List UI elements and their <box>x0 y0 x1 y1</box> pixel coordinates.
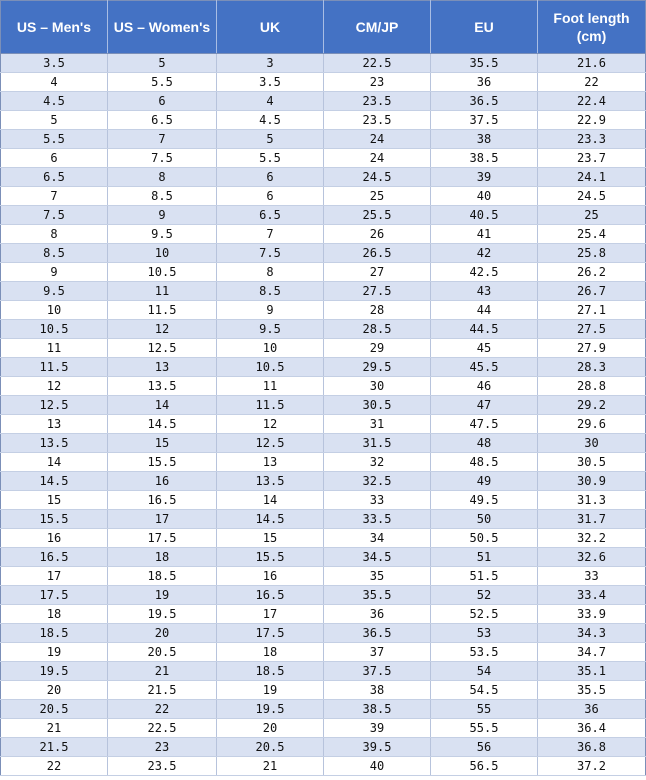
table-row <box>1 282 646 301</box>
cell-foot-length: 24.5 <box>538 187 646 206</box>
cell-eu: 48 <box>431 434 538 453</box>
cell-cm-jp: 39 <box>324 719 431 738</box>
cell-eu: 51 <box>431 548 538 567</box>
cell-us-men: 6 <box>1 149 108 168</box>
table-row <box>1 586 646 605</box>
cell-cm-jp: 38.5 <box>324 700 431 719</box>
cell-foot-length: 25.4 <box>538 225 646 244</box>
cell-us-men: 7 <box>1 187 108 206</box>
cell-uk: 13 <box>217 453 324 472</box>
cell-us-women: 13 <box>108 358 217 377</box>
cell-us-men: 22 <box>1 757 108 776</box>
cell-eu: 50.5 <box>431 529 538 548</box>
cell-cm-jp: 32.5 <box>324 472 431 491</box>
cell-cm-jp: 34 <box>324 529 431 548</box>
table-row <box>1 168 646 187</box>
header-foot-length: Foot length (cm) <box>538 1 646 54</box>
cell-foot-length: 22 <box>538 73 646 92</box>
cell-us-women: 19.5 <box>108 605 217 624</box>
cell-uk: 8.5 <box>217 282 324 301</box>
cell-us-men: 7.5 <box>1 206 108 225</box>
cell-foot-length: 24.1 <box>538 168 646 187</box>
cell-cm-jp: 30 <box>324 377 431 396</box>
cell-us-men: 6.5 <box>1 168 108 187</box>
table-row <box>1 301 646 320</box>
cell-us-women: 5 <box>108 54 217 73</box>
table-row <box>1 149 646 168</box>
cell-eu: 40 <box>431 187 538 206</box>
cell-uk: 9.5 <box>217 320 324 339</box>
cell-uk: 11.5 <box>217 396 324 415</box>
cell-foot-length: 36.4 <box>538 719 646 738</box>
cell-uk: 6 <box>217 168 324 187</box>
cell-uk: 16.5 <box>217 586 324 605</box>
cell-us-men: 18.5 <box>1 624 108 643</box>
cell-cm-jp: 34.5 <box>324 548 431 567</box>
cell-uk: 7.5 <box>217 244 324 263</box>
cell-foot-length: 30 <box>538 434 646 453</box>
cell-cm-jp: 35.5 <box>324 586 431 605</box>
cell-uk: 10 <box>217 339 324 358</box>
table-row <box>1 738 646 757</box>
cell-cm-jp: 37.5 <box>324 662 431 681</box>
cell-eu: 42.5 <box>431 263 538 282</box>
cell-us-women: 21 <box>108 662 217 681</box>
cell-us-women: 9.5 <box>108 225 217 244</box>
cell-uk: 16 <box>217 567 324 586</box>
header-us-men: US – Men's <box>1 1 108 54</box>
cell-us-men: 4 <box>1 73 108 92</box>
cell-foot-length: 33 <box>538 567 646 586</box>
cell-us-men: 21 <box>1 719 108 738</box>
cell-us-men: 12.5 <box>1 396 108 415</box>
cell-uk: 15 <box>217 529 324 548</box>
table-row <box>1 225 646 244</box>
cell-uk: 7 <box>217 225 324 244</box>
cell-us-men: 20.5 <box>1 700 108 719</box>
header-us-women: US – Women's <box>108 1 217 54</box>
cell-uk: 17.5 <box>217 624 324 643</box>
cell-uk: 20 <box>217 719 324 738</box>
cell-cm-jp: 24 <box>324 130 431 149</box>
cell-foot-length: 28.8 <box>538 377 646 396</box>
cell-us-men: 3.5 <box>1 54 108 73</box>
cell-us-men: 12 <box>1 377 108 396</box>
cell-uk: 17 <box>217 605 324 624</box>
cell-cm-jp: 37 <box>324 643 431 662</box>
table-row <box>1 244 646 263</box>
cell-foot-length: 35.5 <box>538 681 646 700</box>
cell-uk: 4 <box>217 92 324 111</box>
cell-us-men: 10.5 <box>1 320 108 339</box>
cell-cm-jp: 36.5 <box>324 624 431 643</box>
cell-foot-length: 29.2 <box>538 396 646 415</box>
table-row <box>1 624 646 643</box>
cell-foot-length: 30.5 <box>538 453 646 472</box>
cell-uk: 9 <box>217 301 324 320</box>
cell-uk: 11 <box>217 377 324 396</box>
cell-us-women: 12.5 <box>108 339 217 358</box>
cell-us-men: 19.5 <box>1 662 108 681</box>
cell-uk: 6.5 <box>217 206 324 225</box>
cell-foot-length: 22.4 <box>538 92 646 111</box>
cell-us-women: 5.5 <box>108 73 217 92</box>
cell-us-women: 12 <box>108 320 217 339</box>
table-body <box>1 54 646 776</box>
cell-us-men: 15.5 <box>1 510 108 529</box>
cell-foot-length: 28.3 <box>538 358 646 377</box>
cell-us-women: 15 <box>108 434 217 453</box>
cell-us-men: 13 <box>1 415 108 434</box>
table-row <box>1 453 646 472</box>
cell-uk: 6 <box>217 187 324 206</box>
cell-uk: 3 <box>217 54 324 73</box>
cell-cm-jp: 36 <box>324 605 431 624</box>
cell-us-women: 17.5 <box>108 529 217 548</box>
cell-uk: 8 <box>217 263 324 282</box>
cell-us-women: 6.5 <box>108 111 217 130</box>
cell-us-women: 10 <box>108 244 217 263</box>
cell-eu: 35.5 <box>431 54 538 73</box>
cell-cm-jp: 25.5 <box>324 206 431 225</box>
cell-foot-length: 27.9 <box>538 339 646 358</box>
cell-us-men: 9.5 <box>1 282 108 301</box>
cell-uk: 15.5 <box>217 548 324 567</box>
cell-eu: 36 <box>431 73 538 92</box>
cell-us-men: 16.5 <box>1 548 108 567</box>
cell-cm-jp: 22.5 <box>324 54 431 73</box>
cell-us-women: 6 <box>108 92 217 111</box>
cell-us-women: 16 <box>108 472 217 491</box>
cell-uk: 4.5 <box>217 111 324 130</box>
cell-cm-jp: 28.5 <box>324 320 431 339</box>
cell-us-women: 14.5 <box>108 415 217 434</box>
cell-eu: 54 <box>431 662 538 681</box>
cell-eu: 52 <box>431 586 538 605</box>
cell-us-men: 5.5 <box>1 130 108 149</box>
cell-foot-length: 34.3 <box>538 624 646 643</box>
cell-us-women: 17 <box>108 510 217 529</box>
cell-uk: 20.5 <box>217 738 324 757</box>
cell-us-women: 20.5 <box>108 643 217 662</box>
cell-us-women: 18 <box>108 548 217 567</box>
cell-us-women: 8.5 <box>108 187 217 206</box>
cell-cm-jp: 25 <box>324 187 431 206</box>
cell-us-women: 23.5 <box>108 757 217 776</box>
table-row <box>1 396 646 415</box>
cell-cm-jp: 30.5 <box>324 396 431 415</box>
cell-foot-length: 29.6 <box>538 415 646 434</box>
cell-us-women: 22 <box>108 700 217 719</box>
cell-us-men: 18 <box>1 605 108 624</box>
cell-foot-length: 33.4 <box>538 586 646 605</box>
cell-eu: 47 <box>431 396 538 415</box>
cell-cm-jp: 29 <box>324 339 431 358</box>
cell-us-men: 11 <box>1 339 108 358</box>
cell-eu: 52.5 <box>431 605 538 624</box>
cell-foot-length: 36.8 <box>538 738 646 757</box>
cell-us-men: 11.5 <box>1 358 108 377</box>
table-row <box>1 472 646 491</box>
header-row <box>1 1 646 54</box>
cell-foot-length: 25.8 <box>538 244 646 263</box>
cell-eu: 53 <box>431 624 538 643</box>
table-row <box>1 358 646 377</box>
table-row <box>1 529 646 548</box>
table-row <box>1 111 646 130</box>
table-header <box>1 1 646 54</box>
cell-us-men: 5 <box>1 111 108 130</box>
cell-uk: 3.5 <box>217 73 324 92</box>
cell-cm-jp: 27.5 <box>324 282 431 301</box>
cell-uk: 5.5 <box>217 149 324 168</box>
cell-us-women: 7.5 <box>108 149 217 168</box>
cell-foot-length: 27.5 <box>538 320 646 339</box>
cell-cm-jp: 33.5 <box>324 510 431 529</box>
cell-cm-jp: 23 <box>324 73 431 92</box>
cell-foot-length: 27.1 <box>538 301 646 320</box>
cell-cm-jp: 40 <box>324 757 431 776</box>
cell-us-men: 17.5 <box>1 586 108 605</box>
cell-us-women: 11.5 <box>108 301 217 320</box>
table-row <box>1 339 646 358</box>
cell-us-women: 14 <box>108 396 217 415</box>
cell-eu: 45 <box>431 339 538 358</box>
cell-us-men: 21.5 <box>1 738 108 757</box>
cell-us-men: 4.5 <box>1 92 108 111</box>
cell-us-men: 8 <box>1 225 108 244</box>
cell-uk: 12 <box>217 415 324 434</box>
cell-foot-length: 26.2 <box>538 263 646 282</box>
cell-eu: 40.5 <box>431 206 538 225</box>
table-row <box>1 130 646 149</box>
cell-us-men: 10 <box>1 301 108 320</box>
cell-cm-jp: 24 <box>324 149 431 168</box>
cell-foot-length: 30.9 <box>538 472 646 491</box>
cell-eu: 55 <box>431 700 538 719</box>
header-eu: EU <box>431 1 538 54</box>
cell-eu: 42 <box>431 244 538 263</box>
table-row <box>1 187 646 206</box>
cell-us-women: 15.5 <box>108 453 217 472</box>
cell-eu: 49 <box>431 472 538 491</box>
cell-eu: 37.5 <box>431 111 538 130</box>
cell-cm-jp: 24.5 <box>324 168 431 187</box>
cell-us-women: 18.5 <box>108 567 217 586</box>
table-row <box>1 567 646 586</box>
cell-cm-jp: 26 <box>324 225 431 244</box>
cell-eu: 50 <box>431 510 538 529</box>
header-cm-jp: CM/JP <box>324 1 431 54</box>
cell-eu: 36.5 <box>431 92 538 111</box>
cell-us-men: 19 <box>1 643 108 662</box>
cell-cm-jp: 33 <box>324 491 431 510</box>
cell-foot-length: 32.2 <box>538 529 646 548</box>
cell-foot-length: 21.6 <box>538 54 646 73</box>
cell-cm-jp: 23.5 <box>324 111 431 130</box>
table-row <box>1 73 646 92</box>
cell-foot-length: 23.3 <box>538 130 646 149</box>
cell-foot-length: 33.9 <box>538 605 646 624</box>
cell-cm-jp: 27 <box>324 263 431 282</box>
cell-eu: 38.5 <box>431 149 538 168</box>
cell-cm-jp: 38 <box>324 681 431 700</box>
cell-foot-length: 31.7 <box>538 510 646 529</box>
cell-cm-jp: 32 <box>324 453 431 472</box>
table-row <box>1 92 646 111</box>
cell-cm-jp: 28 <box>324 301 431 320</box>
cell-uk: 13.5 <box>217 472 324 491</box>
cell-foot-length: 25 <box>538 206 646 225</box>
cell-us-women: 11 <box>108 282 217 301</box>
cell-uk: 14.5 <box>217 510 324 529</box>
cell-eu: 51.5 <box>431 567 538 586</box>
cell-us-men: 8.5 <box>1 244 108 263</box>
cell-cm-jp: 35 <box>324 567 431 586</box>
cell-us-men: 14.5 <box>1 472 108 491</box>
cell-uk: 21 <box>217 757 324 776</box>
table-row <box>1 548 646 567</box>
cell-us-women: 9 <box>108 206 217 225</box>
cell-us-women: 19 <box>108 586 217 605</box>
cell-foot-length: 22.9 <box>538 111 646 130</box>
cell-eu: 38 <box>431 130 538 149</box>
cell-eu: 43 <box>431 282 538 301</box>
cell-foot-length: 23.7 <box>538 149 646 168</box>
cell-eu: 56.5 <box>431 757 538 776</box>
cell-eu: 44 <box>431 301 538 320</box>
cell-us-women: 8 <box>108 168 217 187</box>
cell-eu: 49.5 <box>431 491 538 510</box>
table-row <box>1 491 646 510</box>
table-row <box>1 605 646 624</box>
cell-foot-length: 35.1 <box>538 662 646 681</box>
cell-cm-jp: 31.5 <box>324 434 431 453</box>
cell-uk: 10.5 <box>217 358 324 377</box>
cell-us-women: 13.5 <box>108 377 217 396</box>
cell-us-men: 15 <box>1 491 108 510</box>
cell-eu: 44.5 <box>431 320 538 339</box>
header-uk: UK <box>217 1 324 54</box>
cell-eu: 41 <box>431 225 538 244</box>
cell-uk: 19.5 <box>217 700 324 719</box>
cell-cm-jp: 31 <box>324 415 431 434</box>
cell-cm-jp: 23.5 <box>324 92 431 111</box>
cell-us-men: 17 <box>1 567 108 586</box>
cell-foot-length: 34.7 <box>538 643 646 662</box>
cell-foot-length: 36 <box>538 700 646 719</box>
cell-eu: 39 <box>431 168 538 187</box>
cell-uk: 12.5 <box>217 434 324 453</box>
cell-cm-jp: 29.5 <box>324 358 431 377</box>
table-row <box>1 434 646 453</box>
cell-eu: 45.5 <box>431 358 538 377</box>
table-row <box>1 54 646 73</box>
cell-uk: 18 <box>217 643 324 662</box>
cell-us-women: 22.5 <box>108 719 217 738</box>
table-row <box>1 377 646 396</box>
cell-eu: 55.5 <box>431 719 538 738</box>
cell-uk: 18.5 <box>217 662 324 681</box>
table-row <box>1 719 646 738</box>
table-row <box>1 415 646 434</box>
cell-cm-jp: 26.5 <box>324 244 431 263</box>
table-row <box>1 757 646 776</box>
cell-us-women: 20 <box>108 624 217 643</box>
cell-us-men: 20 <box>1 681 108 700</box>
cell-eu: 48.5 <box>431 453 538 472</box>
cell-eu: 54.5 <box>431 681 538 700</box>
cell-foot-length: 26.7 <box>538 282 646 301</box>
table-row <box>1 263 646 282</box>
cell-uk: 19 <box>217 681 324 700</box>
table-row <box>1 662 646 681</box>
table-row <box>1 681 646 700</box>
table-row <box>1 510 646 529</box>
cell-us-women: 23 <box>108 738 217 757</box>
cell-us-men: 16 <box>1 529 108 548</box>
cell-us-men: 13.5 <box>1 434 108 453</box>
cell-eu: 56 <box>431 738 538 757</box>
cell-eu: 46 <box>431 377 538 396</box>
cell-us-women: 10.5 <box>108 263 217 282</box>
cell-foot-length: 31.3 <box>538 491 646 510</box>
cell-uk: 14 <box>217 491 324 510</box>
cell-us-men: 9 <box>1 263 108 282</box>
cell-us-women: 21.5 <box>108 681 217 700</box>
cell-eu: 47.5 <box>431 415 538 434</box>
cell-foot-length: 37.2 <box>538 757 646 776</box>
table-row <box>1 206 646 225</box>
table-row <box>1 643 646 662</box>
cell-eu: 53.5 <box>431 643 538 662</box>
table-row <box>1 320 646 339</box>
table-row <box>1 700 646 719</box>
cell-us-men: 14 <box>1 453 108 472</box>
cell-uk: 5 <box>217 130 324 149</box>
cell-cm-jp: 39.5 <box>324 738 431 757</box>
cell-foot-length: 32.6 <box>538 548 646 567</box>
cell-us-women: 7 <box>108 130 217 149</box>
cell-us-women: 16.5 <box>108 491 217 510</box>
